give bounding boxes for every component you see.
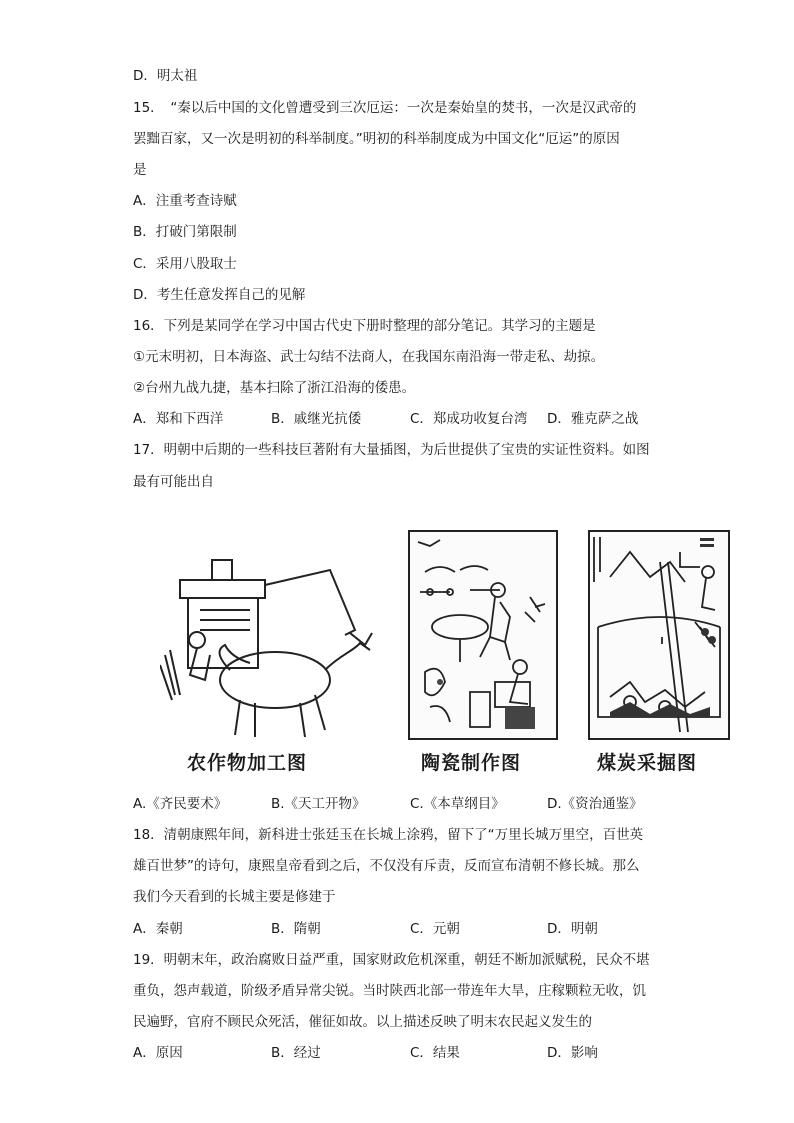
q17-stem-line-2: 最有可能出自 (133, 474, 214, 490)
q15-stem-line-3: 是 (133, 162, 147, 178)
q14-option-d: D．明太祖 (133, 68, 198, 84)
q19-option-a: A．原因 (133, 1045, 183, 1061)
figure-coal (588, 530, 730, 740)
figure-agriculture (160, 555, 385, 740)
ox-mill-illustration-icon (160, 555, 385, 740)
q18-stem-line-2: 雄百世梦”的诗句，康熙皇帝看到之后，不仅没有斥责，反而宣布清朝不修长城。那么 (133, 858, 640, 874)
q15-stem-line-1: 15． “秦以后中国的文化曾遭受到三次厄运：一次是秦始皇的焚书，一次是汉武帝的 (133, 100, 637, 116)
figure-pottery-caption: 陶瓷制作图 (421, 752, 522, 774)
q17-option-d: D.《资治通鉴》 (547, 796, 643, 812)
q17-option-c: C.《本草纲目》 (410, 796, 505, 812)
q18-stem-line-3: 我们今天看到的长城主要是修建于 (133, 889, 336, 905)
q18-option-a: A．秦朝 (133, 921, 183, 937)
q15-option-a: A．注重考查诗赋 (133, 193, 237, 209)
q19-option-d: D．影响 (547, 1045, 598, 1061)
q15-option-b: B．打破门第限制 (133, 224, 237, 240)
q16-stem-line-1: 16．下列是某同学在学习中国古代史下册时整理的部分笔记。其学习的主题是 (133, 318, 596, 334)
q19-stem-line-1: 19．明朝末年，政治腐败日益严重，国家财政危机深重，朝廷不断加派赋税，民众不堪 (133, 952, 650, 968)
q19-stem-line-2: 重负，怨声载道，阶级矛盾异常尖锐。当时陕西北部一带连年大旱，庄稼颗粒无收，饥 (133, 983, 646, 999)
q17-option-b: B.《天工开物》 (271, 796, 366, 812)
q18-option-c: C．元朝 (410, 921, 460, 937)
figure-agriculture-caption: 农作物加工图 (187, 752, 308, 774)
q18-stem-line-1: 18．清朝康熙年间，新科进士张廷玉在长城上涂鸦，留下了“万里长城万里空，百世英 (133, 827, 644, 843)
q19-option-c: C．结果 (410, 1045, 460, 1061)
q16-note-2: ②台州九战九捷，基本扫除了浙江沿海的倭患。 (133, 380, 416, 396)
pottery-workshop-illustration-icon (410, 532, 556, 738)
q17-option-a: A.《齐民要术》 (133, 796, 228, 812)
figure-coal-caption: 煤炭采掘图 (597, 752, 698, 774)
q19-option-b: B．经过 (271, 1045, 321, 1061)
q16-option-d: D．雅克萨之战 (547, 411, 639, 427)
q19-stem-line-3: 民遍野，官府不顾民众死活，催征如故。以上描述反映了明末农民起义发生的 (133, 1014, 592, 1030)
q18-option-b: B．隋朝 (271, 921, 321, 937)
q16-option-a: A．郑和下西洋 (133, 411, 224, 427)
coal-mining-illustration-icon (590, 532, 728, 738)
q16-note-1: ①元末明初，日本海盗、武士勾结不法商人，在我国东南沿海一带走私、劫掠。 (133, 349, 605, 365)
figure-pottery (408, 530, 558, 740)
q16-option-b: B．戚继光抗倭 (271, 411, 362, 427)
q17-stem-line-1: 17．明朝中后期的一些科技巨著附有大量插图，为后世提供了宝贵的实证性资料。如图 (133, 442, 650, 458)
q15-stem-line-2: 罢黜百家，又一次是明初的科举制度。”明初的科举制度成为中国文化“厄运”的原因 (133, 131, 620, 147)
q16-option-c: C．郑成功收复台湾 (410, 411, 528, 427)
q18-option-d: D．明朝 (547, 921, 598, 937)
q15-option-c: C．采用八股取士 (133, 256, 237, 272)
q15-option-d: D．考生任意发挥自己的见解 (133, 287, 306, 303)
